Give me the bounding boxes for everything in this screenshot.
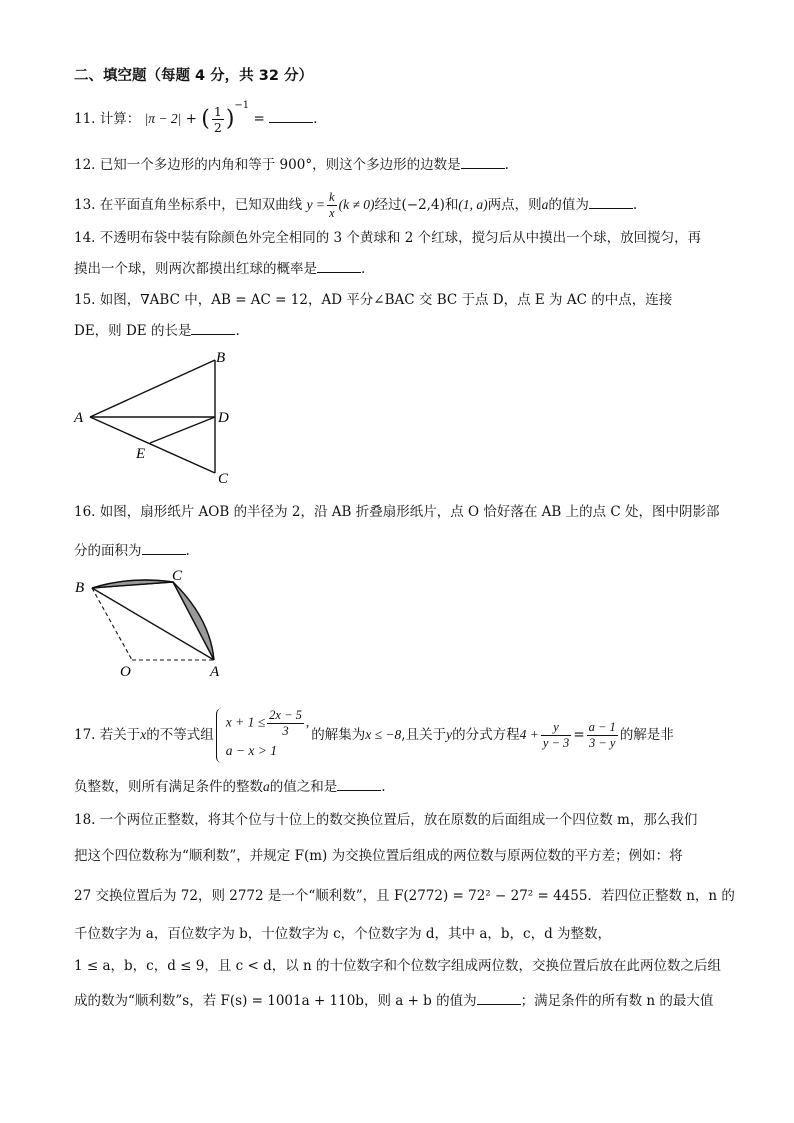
q14-answer-blank[interactable] bbox=[317, 258, 361, 273]
segment-DE bbox=[150, 417, 215, 443]
q11-frac-den: 2 bbox=[213, 120, 222, 135]
question-15-line2 bbox=[74, 320, 240, 341]
q14-end: . bbox=[361, 261, 366, 277]
question-17-line2 bbox=[74, 776, 386, 797]
q11-prefix: 计算： bbox=[99, 111, 141, 127]
question-13 bbox=[74, 190, 637, 221]
q11-end: . bbox=[313, 111, 318, 127]
q17-a: a bbox=[263, 779, 270, 794]
label-B: B bbox=[216, 350, 226, 366]
q16-answer-blank[interactable] bbox=[142, 540, 186, 555]
q15-answer-blank[interactable] bbox=[191, 320, 235, 335]
q17-row2: a − x > 1 bbox=[225, 743, 277, 758]
q15-end: . bbox=[235, 323, 240, 339]
q17-row1-num: 2x − 5 bbox=[269, 708, 302, 722]
q17-part4: ,且关于 bbox=[401, 727, 447, 743]
q13-condition: (k ≠ 0) bbox=[338, 197, 375, 212]
q11-plus: + bbox=[185, 111, 197, 127]
q17-brace bbox=[216, 708, 225, 763]
q17-row1-fraction bbox=[267, 708, 304, 739]
dashed-OB bbox=[92, 588, 132, 660]
q17-frac1-den: y − 3 bbox=[542, 736, 570, 750]
q13-part2: 经过 bbox=[374, 197, 402, 213]
label-A: A bbox=[210, 664, 220, 680]
question-17-line1 bbox=[74, 708, 674, 763]
q17-row1 bbox=[226, 708, 310, 739]
question-18-line3: 27 交换位置后为 72，则 2772 是一个“顺利数”，且 F(2772) = 72² − 27² = 4455．若四位正整数 n，n 的 bbox=[74, 888, 735, 904]
q11-answer-blank[interactable] bbox=[269, 108, 313, 123]
question-14-line1: 14. 不透明布袋中装有除颜色外完全相同的 3 个黄球和 2 个红球，搅匀后从中摸出一个球，放回搅匀，再 bbox=[74, 230, 702, 246]
section-title: 二、填空题（每题 4 分，共 32 分） bbox=[74, 68, 313, 84]
question-12 bbox=[74, 154, 509, 175]
q18-line6b: ；满足条件的所有数 n 的最大值 bbox=[520, 993, 714, 1009]
q13-end: . bbox=[632, 197, 638, 213]
q16-end: . bbox=[185, 543, 190, 559]
q18-line6a: 成的数为“顺利数”s，若 F(s) = 1001a + 110b，则 a + b 的值为 bbox=[74, 993, 477, 1009]
question-11 bbox=[74, 99, 318, 135]
q13-point1: (−2,4) bbox=[401, 197, 445, 213]
q13-frac-den: x bbox=[329, 206, 335, 220]
q11-fraction bbox=[212, 104, 224, 135]
q17-frac1-num: y bbox=[541, 720, 571, 736]
q17-frac2-num: a − 1 bbox=[588, 720, 616, 734]
question-15-line1: 15. 如图，∇ABC 中，AB = AC = 12，AD 平分∠BAC 交 BC 于点 D，点 E 为 AC 的中点，连接 bbox=[74, 292, 673, 308]
q11-frac-num: 1 bbox=[213, 104, 222, 119]
label-O: O bbox=[120, 664, 131, 680]
question-16-line1: 16. 如图，扇形纸片 AOB 的半径为 2，沿 AB 折叠扇形纸片，点 O 恰好落在 AB 上的点 C 处，图中阴影部 bbox=[74, 504, 720, 520]
q17-line2-text: 负整数，则所有满足条件的整数 bbox=[74, 779, 263, 795]
q13-point2: (1, a) bbox=[458, 197, 488, 212]
question-18-line1: 18. 一个两位正整数，将其个位与十位上的数交换位置后，放在原数的后面组成一个四位数 m，那么我们 bbox=[74, 812, 698, 828]
q17-line2-end: 的值之和是 bbox=[269, 779, 338, 795]
q11-abs: |π − 2| bbox=[144, 111, 182, 126]
q12-answer-blank[interactable] bbox=[461, 154, 505, 169]
question-18-line4: 千位数字为 a，百位数字为 b，十位数字为 c，个位数字为 d，其中 a，b，c，d 为整数， bbox=[74, 926, 612, 942]
q16-line2-text: 分的面积为 bbox=[74, 543, 142, 559]
q17-answer-blank[interactable] bbox=[337, 776, 381, 791]
q11-number: 11. bbox=[74, 111, 96, 127]
q13-part4: 的值为 bbox=[548, 197, 589, 213]
q14-line2-text: 摸出一个球，则两次都摸出红球的概率是 bbox=[74, 261, 317, 277]
q13-fraction bbox=[327, 190, 337, 221]
q17-equals: = bbox=[573, 727, 585, 743]
q17-row1-comma: , bbox=[305, 714, 310, 730]
segment-AC bbox=[90, 417, 215, 473]
question-16-line2 bbox=[74, 540, 190, 561]
q18-answer-blank-1[interactable] bbox=[477, 990, 521, 1005]
q13-part1: 13. 在平面直角坐标系中，已知双曲线 bbox=[74, 197, 303, 213]
label-B: B bbox=[75, 580, 85, 596]
q13-var: a bbox=[541, 197, 549, 212]
label-E: E bbox=[136, 446, 146, 462]
q17-inequality-system bbox=[216, 708, 310, 763]
q17-x: x bbox=[140, 727, 147, 742]
q17-y: y bbox=[446, 727, 453, 742]
q17-four-plus: 4 + bbox=[519, 727, 539, 742]
q11-exponent: −1 bbox=[234, 99, 250, 111]
segment-AB bbox=[90, 360, 215, 417]
q13-frac-num: k bbox=[329, 190, 335, 204]
q11-right-paren: ) bbox=[225, 106, 235, 132]
q17-end: . bbox=[381, 779, 386, 795]
q13-part3: 两点，则 bbox=[487, 197, 542, 213]
question-18-line5: 1 ≤ a，b，c，d ≤ 9，且 c < d，以 n 的十位数字和个位数字组成两位数，交换位置后放在此两位数之后组 bbox=[74, 958, 722, 974]
question-18-line2: 把这个四位数称为“顺利数”，并规定 F(m) 为交换位置后组成的两位数与原两位数的平方差；例如：将 bbox=[74, 848, 683, 864]
label-C: C bbox=[218, 471, 229, 487]
q17-part6: 的解是非 bbox=[619, 727, 674, 743]
figure-15-triangle bbox=[70, 348, 250, 490]
label-D: D bbox=[218, 410, 229, 426]
label-C: C bbox=[172, 568, 183, 584]
q17-frac2 bbox=[587, 720, 618, 751]
q17-part5: 的分式方程 bbox=[452, 727, 520, 743]
question-14-line2 bbox=[74, 258, 365, 279]
q11-equals: = bbox=[253, 111, 265, 127]
q17-part3: 的解集为 bbox=[311, 727, 366, 743]
q13-answer-blank[interactable] bbox=[589, 194, 633, 209]
q17-frac2-den: 3 − y bbox=[588, 736, 616, 750]
q17-row1-den: 3 bbox=[282, 724, 289, 738]
question-18-line6 bbox=[74, 990, 713, 1011]
q11-left-paren: ( bbox=[201, 106, 210, 132]
q12-text: 12. 已知一个多边形的内角和等于 900°，则这个多边形的边数是 bbox=[74, 157, 461, 173]
q13-y-eq: y = bbox=[306, 197, 326, 212]
q17-solution: x ≤ −8 bbox=[365, 727, 402, 742]
q17-part1: 17. 若关于 bbox=[74, 727, 141, 743]
q15-line2-text: DE，则 DE 的长是 bbox=[74, 323, 192, 339]
q13-and: 和 bbox=[444, 197, 459, 213]
label-A: A bbox=[74, 410, 84, 426]
q17-row1-left: x + 1 ≤ bbox=[225, 714, 266, 730]
q17-part2: 的不等式组 bbox=[146, 727, 214, 743]
figure-16-sector bbox=[70, 568, 240, 683]
q12-end: . bbox=[504, 157, 509, 173]
q17-frac1 bbox=[541, 720, 571, 751]
